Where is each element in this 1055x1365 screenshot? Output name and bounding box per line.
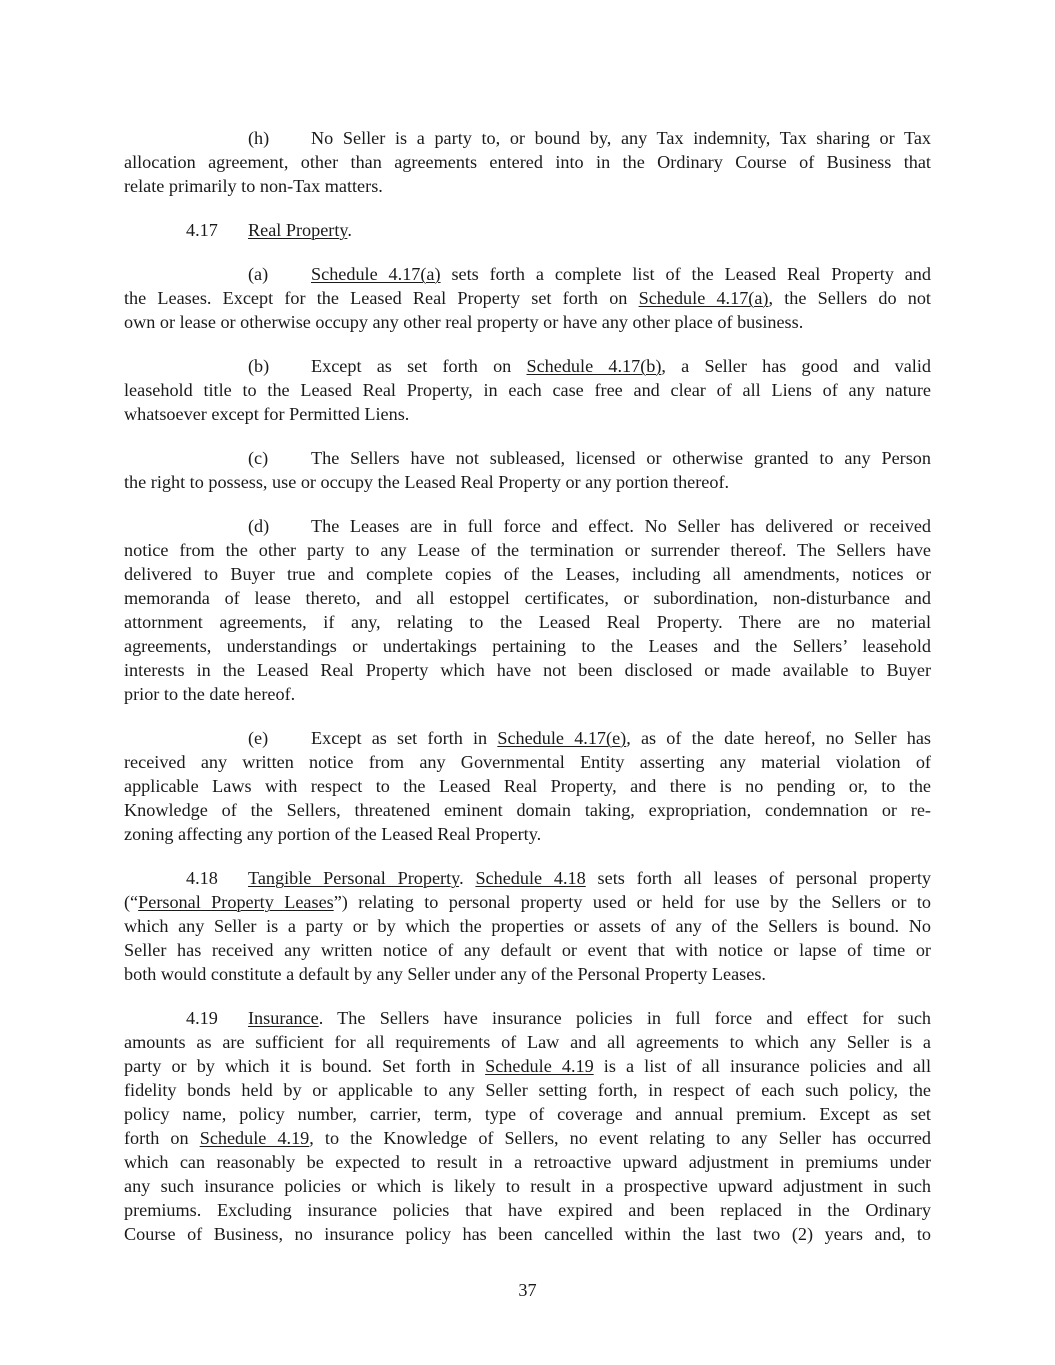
underlined-reference: Insurance (248, 1008, 319, 1028)
text-segment: ”) relating to personal property used or held for use by the Sellers or to (333, 892, 931, 912)
text-segment: the Leases. Except for the Leased Real Property set forth on (124, 288, 639, 308)
text-segment: which any Seller is a party or by which the properties or assets of any of the Sellers is bound. No (124, 916, 931, 936)
text-segment: leasehold title to the Leased Real Property, in each case free and clear of all Liens of any nature (124, 380, 931, 400)
text-line (124, 1078, 931, 1102)
section-paragraph (124, 866, 931, 986)
text-segment: prior to the date hereof. (124, 684, 296, 704)
text-line (124, 218, 931, 242)
text-segment: allocation agreement, other than agreements entered into in the Ordinary Course of Business that (124, 152, 931, 172)
underlined-reference: Schedule 4.19 (485, 1056, 594, 1076)
text-segment: own or lease or otherwise occupy any other real property or have any other place of business. (124, 312, 804, 332)
underlined-reference: Schedule 4.17(a) (311, 264, 441, 284)
text-segment: Course of Business, no insurance policy has been cancelled within the last two (2) years and, to (124, 1224, 931, 1244)
text-line (124, 354, 931, 378)
text-line (124, 1030, 931, 1054)
underlined-reference: Schedule 4.18 (475, 868, 586, 888)
text-line (124, 1006, 931, 1030)
document-body (124, 126, 931, 1266)
underlined-reference: Personal Property Leases (138, 892, 334, 912)
subsection-paragraph (124, 726, 931, 846)
text-segment: the right to possess, use or occupy the Leased Real Property or any portion thereof. (124, 472, 730, 492)
text-segment: No Seller is a party to, or bound by, any Tax indemnity, Tax sharing or Tax (311, 128, 931, 148)
underlined-reference: Schedule 4.17(a) (638, 288, 769, 308)
text-line (124, 890, 931, 914)
text-line (124, 914, 931, 938)
text-segment: sets forth all leases of personal property (585, 868, 932, 888)
text-segment: relate primarily to non-Tax matters. (124, 176, 383, 196)
text-line (124, 682, 931, 706)
text-segment: zoning affecting any portion of the Leased Real Property. (124, 824, 542, 844)
text-segment: The Leases are in full force and effect. No Seller has delivered or received (311, 516, 931, 536)
text-segment: notice from the other party to any Lease of the termination or surrender thereof. The Sellers have (124, 540, 931, 560)
page-number: 37 (518, 1280, 537, 1300)
text-line (124, 938, 931, 962)
subsection-paragraph (124, 514, 931, 706)
subsection-label: (d) (248, 516, 270, 536)
subsection-label: (b) (248, 356, 270, 376)
subsection-paragraph (124, 354, 931, 426)
underlined-reference: Real Property (248, 220, 348, 240)
text-segment: interests in the Leased Real Property which have not been disclosed or made available to Buyer (124, 660, 931, 680)
text-segment: sets forth a complete list of the Leased Real Property and (440, 264, 931, 284)
text-segment: whatsoever except for Permitted Liens. (124, 404, 410, 424)
text-line (124, 726, 931, 750)
text-line (124, 126, 931, 150)
underlined-reference: Tangible Personal Property (248, 868, 460, 888)
text-line (124, 286, 931, 310)
text-line (124, 310, 931, 334)
underlined-reference: Schedule 4.17(e) (497, 728, 627, 748)
text-line (124, 1198, 931, 1222)
underlined-reference: Schedule 4.17(b) (526, 356, 662, 376)
text-segment: applicable Laws with respect to the Leased Real Property, and there is no pending or, to the (124, 776, 931, 796)
text-line (124, 658, 931, 682)
subsection-paragraph (124, 262, 931, 334)
section-number: 4.19 (186, 1008, 218, 1028)
text-segment: policy name, policy number, carrier, term, type of coverage and annual premium. Except as set (124, 1104, 931, 1124)
text-segment: , as of the date hereof, no Seller has (626, 728, 931, 748)
text-line (124, 174, 931, 198)
section-paragraph (124, 1006, 931, 1246)
text-line (124, 586, 931, 610)
text-line (124, 866, 931, 890)
underlined-reference: Schedule 4.19 (199, 1128, 310, 1148)
subsection-label: (h) (248, 128, 270, 148)
text-line (124, 1174, 931, 1198)
text-segment: , a Seller has good and valid (661, 356, 931, 376)
text-line (124, 262, 931, 286)
text-segment: The Sellers have not subleased, licensed or otherwise granted to any Person (311, 448, 931, 468)
subsection-paragraph (124, 126, 931, 198)
text-segment: , to the Knowledge of Sellers, no event relating to any Seller has occurred (309, 1128, 932, 1148)
text-segment: , the Sellers do not (768, 288, 931, 308)
text-line (124, 378, 931, 402)
text-line (124, 634, 931, 658)
subsection-paragraph (124, 446, 931, 494)
text-line (124, 1054, 931, 1078)
text-line (124, 1150, 931, 1174)
subsection-label: (e) (248, 728, 269, 748)
text-segment: Except as set forth on (311, 356, 527, 376)
text-segment: attornment agreements, if any, relating to the Leased Real Property. There are no material (124, 612, 931, 632)
text-line (124, 470, 931, 494)
text-segment: delivered to Buyer true and complete copies of the Leases, including all amendments, notices or (124, 564, 931, 584)
text-segment: agreements, understandings or undertakings pertaining to the Leases and the Sellers’ leasehold (124, 636, 931, 656)
text-segment: is a list of all insurance policies and all (593, 1056, 931, 1076)
text-line (124, 446, 931, 470)
text-segment: forth on (124, 1128, 200, 1148)
section-paragraph (124, 218, 931, 242)
text-line (124, 610, 931, 634)
text-segment: any such insurance policies or which is likely to result in a prospective upward adjustment in such (124, 1176, 931, 1196)
section-number: 4.18 (186, 868, 218, 888)
text-line (124, 962, 931, 986)
text-line (124, 822, 931, 846)
subsection-label: (c) (248, 448, 269, 468)
text-segment: which can reasonably be expected to result in a retroactive upward adjustment in premiums under (124, 1152, 931, 1172)
subsection-label: (a) (248, 264, 269, 284)
text-line (124, 514, 931, 538)
text-segment: premiums. Excluding insurance policies that have expired and been replaced in the Ordinary (124, 1200, 931, 1220)
text-segment: both would constitute a default by any Seller under any of the Personal Property Leases. (124, 964, 766, 984)
text-segment: memoranda of lease thereto, and all estoppel certificates, or subordination, non-disturbance and (124, 588, 931, 608)
text-segment: party or by which it is bound. Set forth in (124, 1056, 486, 1076)
text-segment: (“ (124, 892, 139, 912)
text-line (124, 402, 931, 426)
text-line (124, 150, 931, 174)
text-segment: . (459, 868, 476, 888)
text-line (124, 1126, 931, 1150)
section-number: 4.17 (186, 220, 218, 240)
text-segment: fidelity bonds held by or applicable to any Seller setting forth, in respect of each such policy, the (124, 1080, 931, 1100)
text-line (124, 1102, 931, 1126)
text-segment: Except as set forth in (311, 728, 498, 748)
text-line (124, 562, 931, 586)
text-line (124, 750, 931, 774)
text-line (124, 538, 931, 562)
text-segment: received any written notice from any Governmental Entity asserting any material violation of (124, 752, 931, 772)
text-segment: amounts as are sufficient for all requirements of Law and all agreements to which any Seller is a (124, 1032, 931, 1052)
text-segment: . The Sellers have insurance policies in full force and effect for such (318, 1008, 931, 1028)
text-segment: Knowledge of the Sellers, threatened eminent domain taking, expropriation, condemnation or re- (124, 800, 931, 820)
text-line (124, 1222, 931, 1246)
text-line (124, 774, 931, 798)
text-segment: Seller has received any written notice of any default or event that with notice or lapse of time or (124, 940, 931, 960)
text-line (124, 798, 931, 822)
text-segment: . (347, 220, 352, 240)
